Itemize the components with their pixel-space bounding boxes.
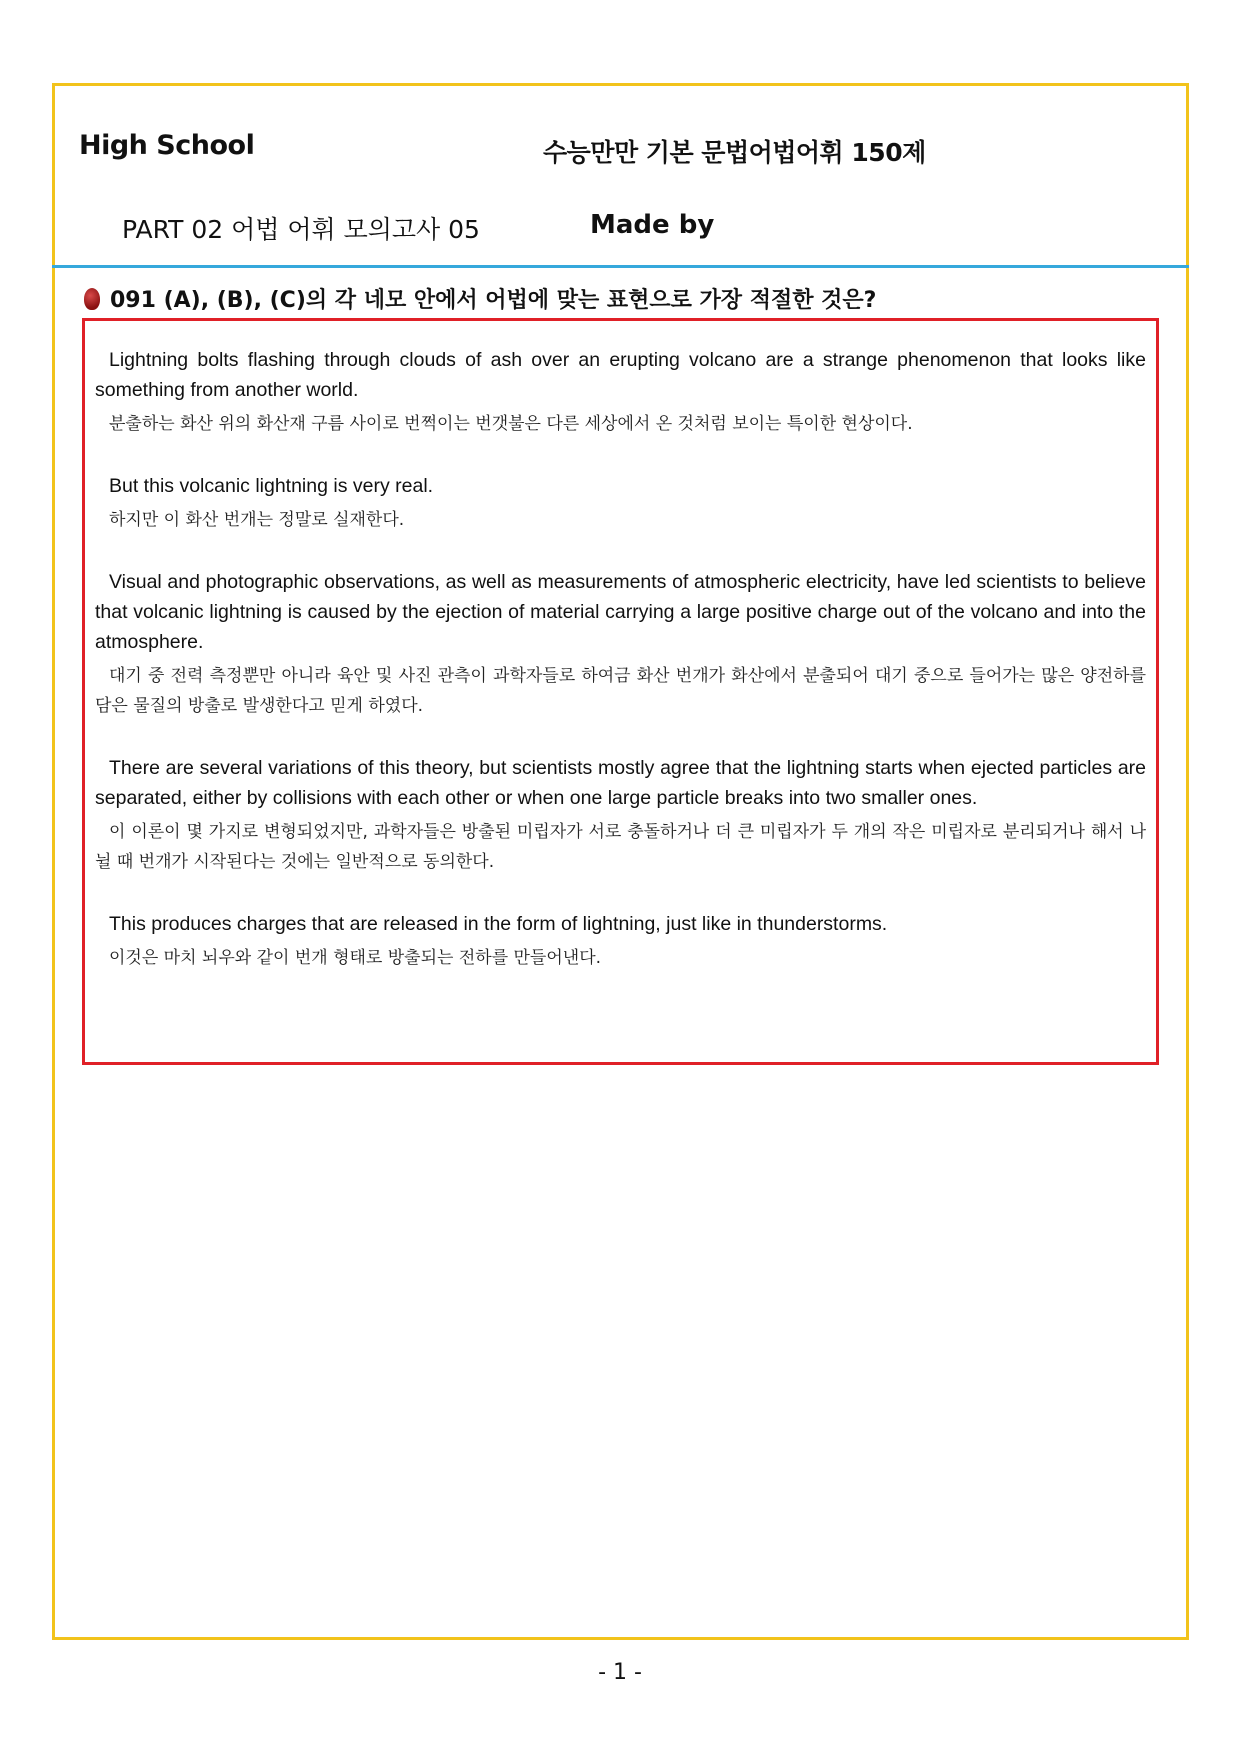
passage-paragraph — [95, 345, 1146, 439]
header-divider — [52, 265, 1189, 268]
passage-paragraph — [95, 567, 1146, 721]
english-sentence: This produces charges that are released in the form of lightning, just like in thunderstorms. — [109, 913, 888, 935]
red-dot-icon — [84, 288, 100, 310]
english-sentence: Lightning bolts flashing through clouds of ash over an erupting volcano are a strange phenomenon that looks like something from another world. — [95, 349, 1146, 401]
passage-box — [82, 318, 1159, 1065]
page-number: - 1 - — [598, 1660, 642, 1685]
korean-translation: 이 이론이 몇 가지로 변형되었지만, 과학자들은 방출된 미립자가 서로 충돌하거나 더 큰 미립자가 두 개의 작은 미립자로 분리되거나 해서 나뉠 때 번개가 시작된다는 것에는 일반적으로 동의한다. — [95, 822, 1146, 872]
korean-translation: 분출하는 화산 위의 화산재 구름 사이로 번쩍이는 번갯불은 다른 세상에서 온 것처럼 보이는 특이한 현상이다. — [109, 414, 913, 434]
english-sentence: There are several variations of this theory, but scientists mostly agree that the lightning starts when ejected particles are separated, either by collisions with each other or when one large particle breaks into two smaller ones. — [95, 757, 1146, 809]
book-title: 수능만만 기본 문법어법어휘 150제 — [543, 138, 926, 167]
made-by-label: Made by — [590, 210, 715, 240]
korean-translation: 이것은 마치 뇌우와 같이 번개 형태로 방출되는 전하를 만들어낸다. — [109, 948, 602, 968]
english-sentence: Visual and photographic observations, as well as measurements of atmospheric electricity, have led scientists to believe that volcanic lightning is caused by the ejection of material carrying a large positive charge out of the volcano and into the atmosphere. — [95, 571, 1146, 653]
korean-translation: 하지만 이 화산 번개는 정말로 실재한다. — [109, 510, 405, 530]
passage-paragraph — [95, 753, 1146, 877]
english-sentence: But this volcanic lightning is very real. — [109, 475, 434, 497]
passage-paragraph — [95, 909, 1146, 973]
level-label: High School — [79, 130, 255, 161]
korean-translation: 대기 중 전력 측정뿐만 아니라 육안 및 사진 관측이 과학자들로 하여금 화산 번개가 화산에서 분출되어 대기 중으로 들어가는 많은 양전하를 담은 물질의 방출로 발생한다고 믿게 하였다. — [95, 666, 1146, 716]
passage-paragraph — [95, 471, 1146, 535]
question-heading — [84, 283, 876, 314]
question-text: 091 (A), (B), (C)의 각 네모 안에서 어법에 맞는 표현으로 가장 적절한 것은? — [110, 288, 877, 313]
part-label: PART 02 어법 어휘 모의고사 05 — [122, 215, 480, 244]
